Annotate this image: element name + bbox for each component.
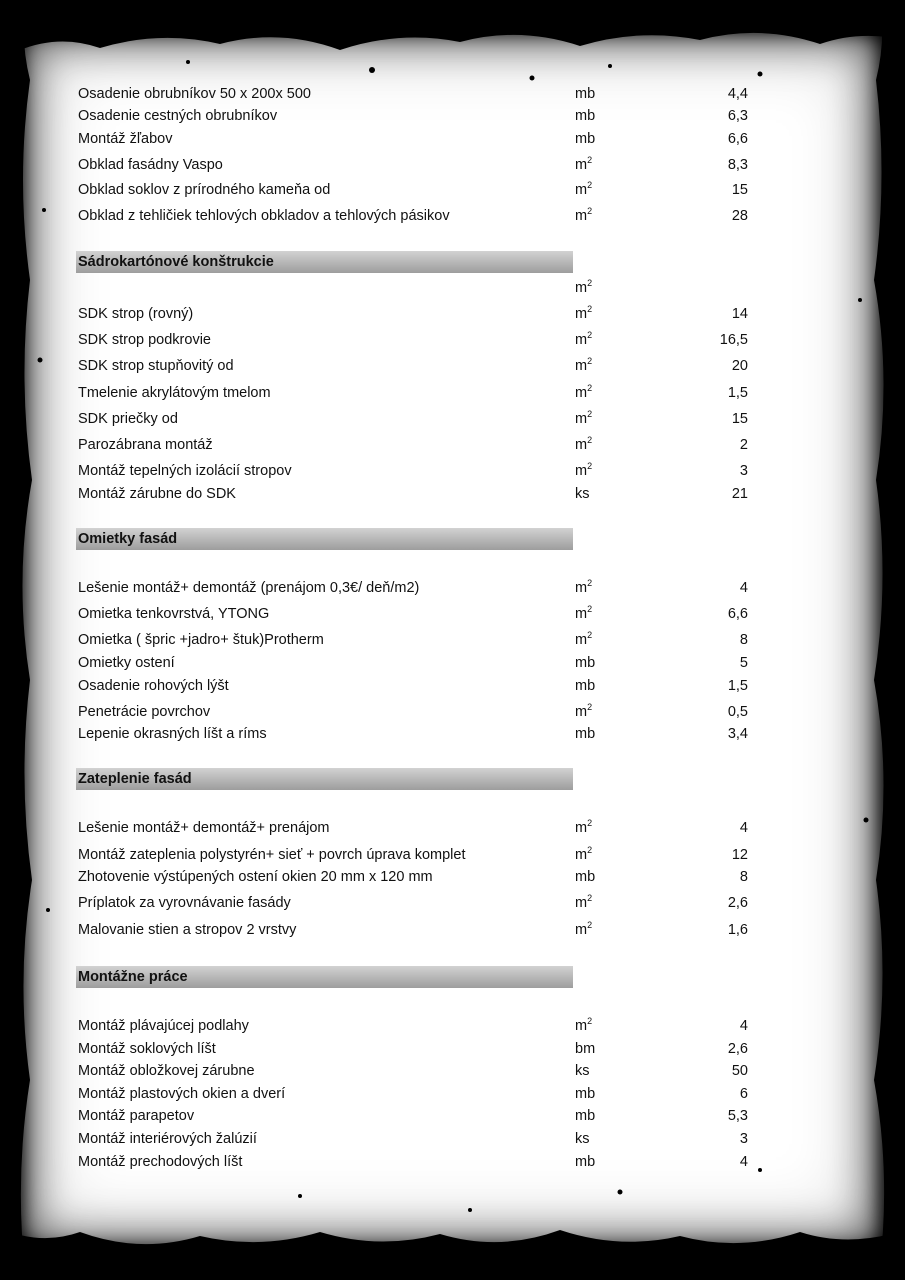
item-price: 4 <box>739 580 748 596</box>
item-name: Omietka ( špric +jadro+ štuk)Protherm <box>78 632 324 648</box>
item-name: Montáž prechodových líšt <box>78 1154 243 1170</box>
item-name: Obklad z tehličiek tehlových obkladov a tehlových pásikov <box>78 208 450 224</box>
item-unit: ks <box>575 1131 590 1147</box>
item-unit: mb <box>575 131 596 147</box>
item-name: Osadenie obrubníkov 50 x 200x 500 <box>78 86 311 102</box>
price-row <box>78 1151 748 1173</box>
item-price: 28 <box>731 208 748 224</box>
item-name: SDK priečky od <box>78 411 178 427</box>
item-name: Príplatok za vyrovnávanie fasády <box>78 895 291 911</box>
price-row <box>78 844 748 866</box>
item-name: Penetrácie povrchov <box>78 704 211 720</box>
item-name: Omietky ostení <box>78 655 175 671</box>
item-unit: mb <box>575 1154 596 1170</box>
item-name: Tmelenie akrylátovým tmelom <box>78 385 271 401</box>
item-price: 14 <box>731 306 748 322</box>
price-row <box>78 603 748 625</box>
item-name: Parozábrana montáž <box>78 437 213 453</box>
price-row <box>78 701 748 723</box>
item-name: Montáž interiérových žalúzií <box>78 1131 257 1147</box>
item-unit: $m^2$ <box>575 818 593 836</box>
price-row <box>78 1060 748 1082</box>
price-row <box>78 1083 748 1105</box>
price-row <box>78 919 748 941</box>
item-name: SDK strop podkrovie <box>78 332 211 348</box>
item-price: 15 <box>731 182 748 198</box>
item-unit: mb <box>575 678 596 694</box>
price-row <box>78 205 748 227</box>
item-name: Montáž parapetov <box>78 1108 195 1124</box>
item-price: 6,3 <box>727 108 748 124</box>
item-price: 21 <box>731 486 748 502</box>
item-name: Montáž zárubne do SDK <box>78 486 236 502</box>
item-price: 3 <box>739 1131 748 1147</box>
item-price: 3,4 <box>727 726 748 742</box>
item-unit: bm <box>575 1041 596 1057</box>
item-unit: $m^2$ <box>575 578 593 596</box>
price-row <box>78 83 748 105</box>
item-price: 3 <box>739 463 748 479</box>
item-price: 12 <box>731 847 748 863</box>
price-row <box>78 675 748 697</box>
item-unit: mb <box>575 869 596 885</box>
item-name: Montáž tepelných izolácií stropov <box>78 463 292 479</box>
item-price: 1,5 <box>727 385 748 401</box>
price-row <box>78 577 748 599</box>
item-name: Montáž soklových líšt <box>78 1041 216 1057</box>
section-header: Omietky fasád <box>76 528 573 550</box>
item-unit: $m^2$ <box>575 155 593 173</box>
item-unit: $m^2$ <box>575 604 593 622</box>
price-row <box>78 892 748 914</box>
item-price: 6 <box>739 1086 748 1102</box>
item-name: SDK strop stupňovitý od <box>78 358 234 374</box>
price-row <box>78 303 748 325</box>
item-name: SDK strop (rovný) <box>78 306 194 322</box>
item-name: Obklad fasádny Vaspo <box>78 157 223 173</box>
item-price: 2 <box>739 437 748 453</box>
price-row <box>78 1128 748 1150</box>
item-name: Osadenie rohových lýšt <box>78 678 229 694</box>
item-name: Zhotovenie výstúpených ostení okien 20 mm x 120 mm <box>78 869 433 885</box>
item-price: 6,6 <box>727 131 748 147</box>
item-price: 8 <box>739 632 748 648</box>
item-unit: $m^2$ <box>575 702 593 720</box>
price-row <box>78 382 748 404</box>
item-name: Obklad soklov z prírodného kameňa od <box>78 182 331 198</box>
item-price: 4,4 <box>727 86 748 102</box>
price-row <box>78 128 748 150</box>
section-header: Sádrokartónové konštrukcie <box>76 251 573 273</box>
item-price: 16,5 <box>719 332 748 348</box>
item-unit: $m^2$ <box>575 1016 593 1034</box>
item-name: Montáž žľabov <box>78 131 173 147</box>
item-price: 50 <box>731 1063 748 1079</box>
item-price: 1,5 <box>727 678 748 694</box>
item-name: Montáž zateplenia polystyrén+ sieť + povrch úprava komplet <box>78 847 466 863</box>
item-unit: mb <box>575 1108 596 1124</box>
item-price: 4 <box>739 1154 748 1170</box>
item-unit: $m^2$ <box>575 206 593 224</box>
item-price: 1,6 <box>727 922 748 938</box>
item-unit: ks <box>575 486 590 502</box>
price-row <box>78 434 748 456</box>
item-name: Montáž plastových okien a dverí <box>78 1086 286 1102</box>
price-row <box>78 460 748 482</box>
price-row <box>78 1015 748 1037</box>
item-name: Malovanie stien a stropov 2 vrstvy <box>78 922 297 938</box>
item-unit: $m^2$ <box>575 409 593 427</box>
item-price: 5 <box>739 655 748 671</box>
price-row <box>78 1105 748 1127</box>
price-row <box>78 105 748 127</box>
item-name: Lešenie montáž+ demontáž (prenájom 0,3€/ deň/m2) <box>78 580 420 596</box>
item-name: Montáž plávajúcej podlahy <box>78 1018 249 1034</box>
price-row <box>78 817 748 839</box>
item-unit: $m^2$ <box>575 630 593 648</box>
item-price: 4 <box>739 1018 748 1034</box>
item-unit: $m^2$ <box>575 383 593 401</box>
item-name: Montáž obložkovej zárubne <box>78 1063 255 1079</box>
item-unit: $m^2$ <box>575 845 593 863</box>
item-price: 2,6 <box>727 1041 748 1057</box>
item-price: 4 <box>739 820 748 836</box>
item-unit: mb <box>575 726 596 742</box>
price-row <box>78 866 748 888</box>
price-row <box>78 723 748 745</box>
item-price: 8 <box>739 869 748 885</box>
item-unit: mb <box>575 1086 596 1102</box>
item-price: 6,6 <box>727 606 748 622</box>
item-unit: mb <box>575 86 596 102</box>
item-unit: $m^2$ <box>575 304 593 322</box>
item-unit: $m^2$ <box>575 893 593 911</box>
price-row <box>78 483 748 505</box>
price-row <box>78 629 748 651</box>
section-header: Montážne práce <box>76 966 573 988</box>
item-price: 15 <box>731 411 748 427</box>
price-row <box>78 652 748 674</box>
item-unit: $m^2$ <box>575 461 593 479</box>
item-unit: $m^2$ <box>575 920 593 938</box>
price-row <box>78 179 748 201</box>
price-row <box>78 408 748 430</box>
item-price: 2,6 <box>727 895 748 911</box>
item-unit: $m^2$ <box>575 278 593 296</box>
item-price: 8,3 <box>727 157 748 173</box>
price-row <box>78 154 748 176</box>
item-unit: ks <box>575 1063 590 1079</box>
item-unit: mb <box>575 108 596 124</box>
item-price: 20 <box>731 358 748 374</box>
price-row <box>78 1038 748 1060</box>
item-name: Lepenie okrasných líšt a ríms <box>78 726 267 742</box>
item-unit: $m^2$ <box>575 330 593 348</box>
item-unit: $m^2$ <box>575 356 593 374</box>
price-row <box>78 355 748 377</box>
item-unit: $m^2$ <box>575 180 593 198</box>
item-unit: $m^2$ <box>575 435 593 453</box>
price-row <box>78 277 748 299</box>
section-header: Zateplenie fasád <box>76 768 573 790</box>
item-name: Omietka tenkovrstvá, YTONG <box>78 606 270 622</box>
item-unit: mb <box>575 655 596 671</box>
item-price: 0,5 <box>727 704 748 720</box>
item-name: Lešenie montáž+ demontáž+ prenájom <box>78 820 330 836</box>
price-row <box>78 329 748 351</box>
item-price: 5,3 <box>727 1108 748 1124</box>
item-name: Osadenie cestných obrubníkov <box>78 108 278 124</box>
